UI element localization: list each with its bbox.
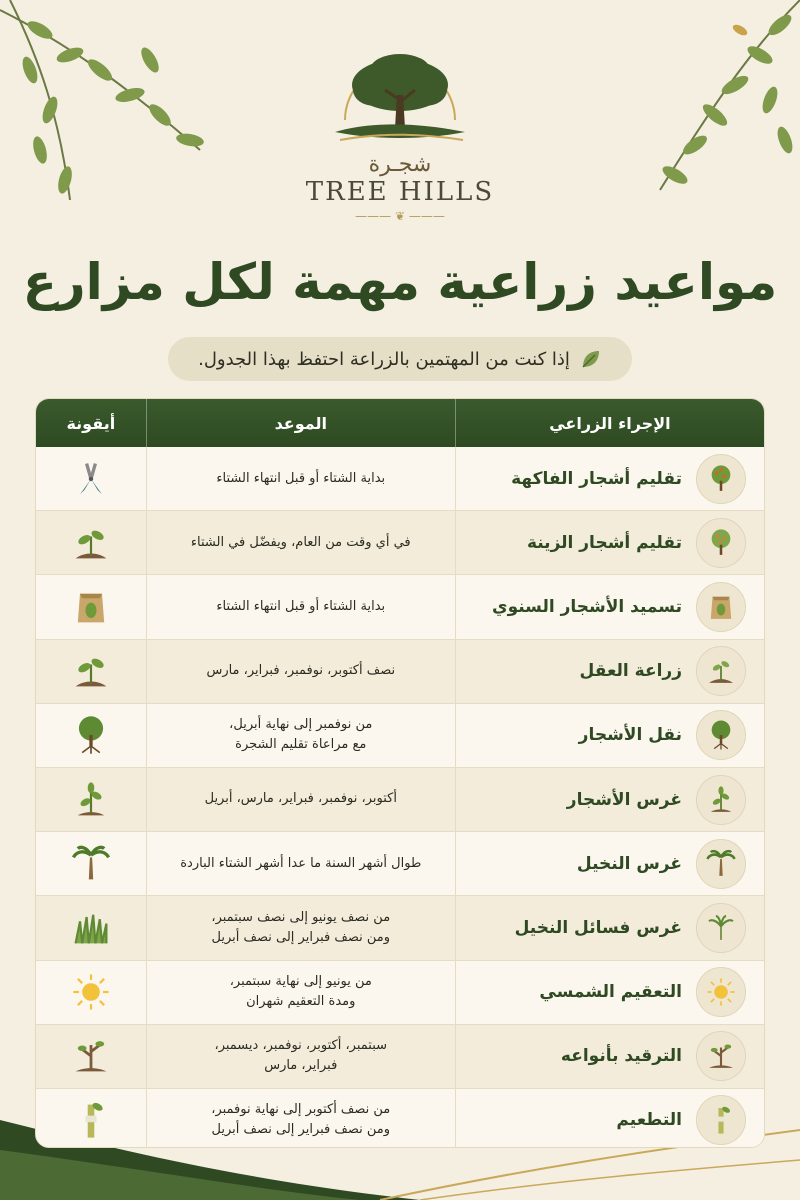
sun-icon: [704, 975, 738, 1009]
action-cell: [455, 832, 764, 895]
action-label: تقليم أشجار الزينة: [526, 532, 682, 553]
table-row: [36, 640, 764, 704]
brand-logo: [300, 40, 500, 240]
action-label: زراعة العقل: [579, 661, 682, 682]
action-icon-circle: [696, 839, 746, 889]
grass-icon: [69, 906, 113, 950]
sapling-icon: [704, 783, 738, 817]
cutting-icon: [704, 654, 738, 688]
action-cell: [455, 704, 764, 767]
timing-cell: [146, 640, 455, 703]
table-row: [36, 1025, 764, 1089]
timing-text: بداية الشتاء أو قبل انتهاء الشتاء: [216, 470, 386, 486]
timing-cell: [146, 961, 455, 1024]
icon-cell: [36, 896, 146, 959]
action-icon-circle: [696, 775, 746, 825]
action-label: غرس الأشجار: [566, 789, 682, 810]
icon-cell: [36, 575, 146, 638]
table-row: [36, 896, 764, 960]
timing-cell: [146, 447, 455, 510]
icon-cell: [36, 1025, 146, 1088]
layering-icon: [704, 1039, 738, 1073]
ornamental-tree-icon: [704, 526, 738, 560]
action-cell: [455, 1089, 764, 1148]
table-body: [36, 447, 764, 1148]
timing-text: نصف أكتوبر، نوفمبر، فبراير، مارس: [206, 663, 396, 679]
timing-text: من يونيو إلى نهاية سبتمبر، ومدة التعقيم شهران: [229, 973, 372, 1010]
action-label: غرس النخيل: [576, 853, 682, 874]
timing-cell: [146, 832, 455, 895]
header-timing: الموعد: [146, 399, 455, 447]
icon-cell: [36, 640, 146, 703]
timing-text: أكتوبر، نوفمبر، فبراير، مارس، أبريل: [204, 791, 397, 807]
action-cell: [455, 511, 764, 574]
grafting-icon: [69, 1098, 113, 1142]
table-row: [36, 575, 764, 639]
action-icon-circle: [696, 967, 746, 1017]
action-icon-circle: [696, 1095, 746, 1145]
tree-roots-icon: [704, 718, 738, 752]
table-row: [36, 704, 764, 768]
table-row: [36, 511, 764, 575]
brand-english-name: TREE HILLS: [305, 177, 495, 207]
action-icon-circle: [696, 582, 746, 632]
icon-cell: [36, 1089, 146, 1148]
header-action: الإجراء الزراعي: [455, 399, 764, 447]
table-row: [36, 1089, 764, 1148]
tree-logo-icon: [315, 40, 485, 150]
icon-cell: [36, 961, 146, 1024]
subtitle-pill: [168, 337, 632, 381]
icon-cell: [36, 511, 146, 574]
action-icon-circle: [696, 454, 746, 504]
action-icon-circle: [696, 903, 746, 953]
layering-icon: [69, 1034, 113, 1078]
action-icon-circle: [696, 646, 746, 696]
seedling-icon: [69, 521, 113, 565]
action-icon-circle: [696, 518, 746, 568]
timing-text: بداية الشتاء أو قبل انتهاء الشتاء: [216, 598, 386, 614]
palm-tree-icon: [69, 842, 113, 886]
table-row: [36, 768, 764, 832]
palm-tree-icon: [704, 847, 738, 881]
timing-text: طوال أشهر السنة ما عدا أشهر الشتاء الباردة: [180, 855, 422, 871]
page-title: مواعيد زراعية مهمة لكل مزارع: [22, 253, 778, 311]
action-cell: [455, 961, 764, 1024]
leaf-branch-icon: [620, 0, 800, 200]
grafting-icon: [704, 1103, 738, 1137]
action-cell: [455, 447, 764, 510]
icon-cell: [36, 832, 146, 895]
timing-cell: [146, 575, 455, 638]
fruit-tree-icon: [704, 462, 738, 496]
timing-cell: [146, 1025, 455, 1088]
action-label: تسميد الأشجار السنوي: [492, 596, 682, 617]
schedule-table: [35, 398, 765, 1148]
timing-cell: [146, 768, 455, 831]
timing-text: في أي وقت من العام، ويفضّل في الشتاء: [190, 534, 411, 550]
fertilizer-bag-icon: [69, 585, 113, 629]
icon-cell: [36, 768, 146, 831]
action-cell: [455, 768, 764, 831]
pruning-shears-icon: [69, 457, 113, 501]
action-icon-circle: [696, 710, 746, 760]
action-label: التطعيم: [616, 1110, 682, 1131]
seedling-icon: [69, 649, 113, 693]
brand-arabic-name: شجـرة: [368, 152, 432, 177]
fertilizer-bag-icon: [704, 590, 738, 624]
subtitle-text: إذا كنت من المهتمين بالزراعة احتفظ بهذا الجدول.: [198, 348, 570, 370]
palm-offshoot-icon: [704, 911, 738, 945]
header-icon: أيقونة: [66, 413, 116, 433]
logo-ornament-icon: ——— ❦ ———: [355, 209, 445, 223]
action-cell: [455, 1025, 764, 1088]
action-label: نقل الأشجار: [578, 725, 682, 746]
action-cell: [455, 575, 764, 638]
table-row: [36, 961, 764, 1025]
table-row: [36, 832, 764, 896]
leaf-icon: [580, 348, 602, 370]
action-label: غرس فسائل النخيل: [514, 917, 682, 938]
timing-cell: [146, 511, 455, 574]
table-row: [36, 447, 764, 511]
action-label: التعقيم الشمسي: [539, 982, 682, 1003]
timing-text: سبتمبر، أكتوبر، نوفمبر، ديسمبر، فبراير، مارس: [214, 1038, 388, 1074]
action-label: الترقيد بأنواعه: [560, 1046, 682, 1067]
action-label: تقليم أشجار الفاكهة: [511, 468, 682, 489]
action-icon-circle: [696, 1031, 746, 1081]
timing-cell: [146, 896, 455, 959]
sapling-icon: [69, 778, 113, 822]
action-cell: [455, 896, 764, 959]
timing-cell: [146, 704, 455, 767]
icon-cell: [36, 704, 146, 767]
sun-icon: [69, 970, 113, 1014]
timing-text: من نصف أكتوبر إلى نهاية نوفمبر، ومن نصف فبراير إلى نصف أبريل: [211, 1102, 391, 1138]
icon-cell: [36, 447, 146, 510]
timing-cell: [146, 1089, 455, 1148]
table-header: [36, 399, 764, 447]
timing-text: من نصف يونيو إلى نصف سبتمبر، ومن نصف فبراير إلى نصف أبريل: [211, 909, 391, 945]
tree-roots-icon: [69, 713, 113, 757]
timing-text: من نوفمبر إلى نهاية أبريل، مع مراعاة تقليم الشجرة: [229, 717, 373, 753]
action-cell: [455, 640, 764, 703]
leaf-branch-icon: [0, 0, 240, 200]
